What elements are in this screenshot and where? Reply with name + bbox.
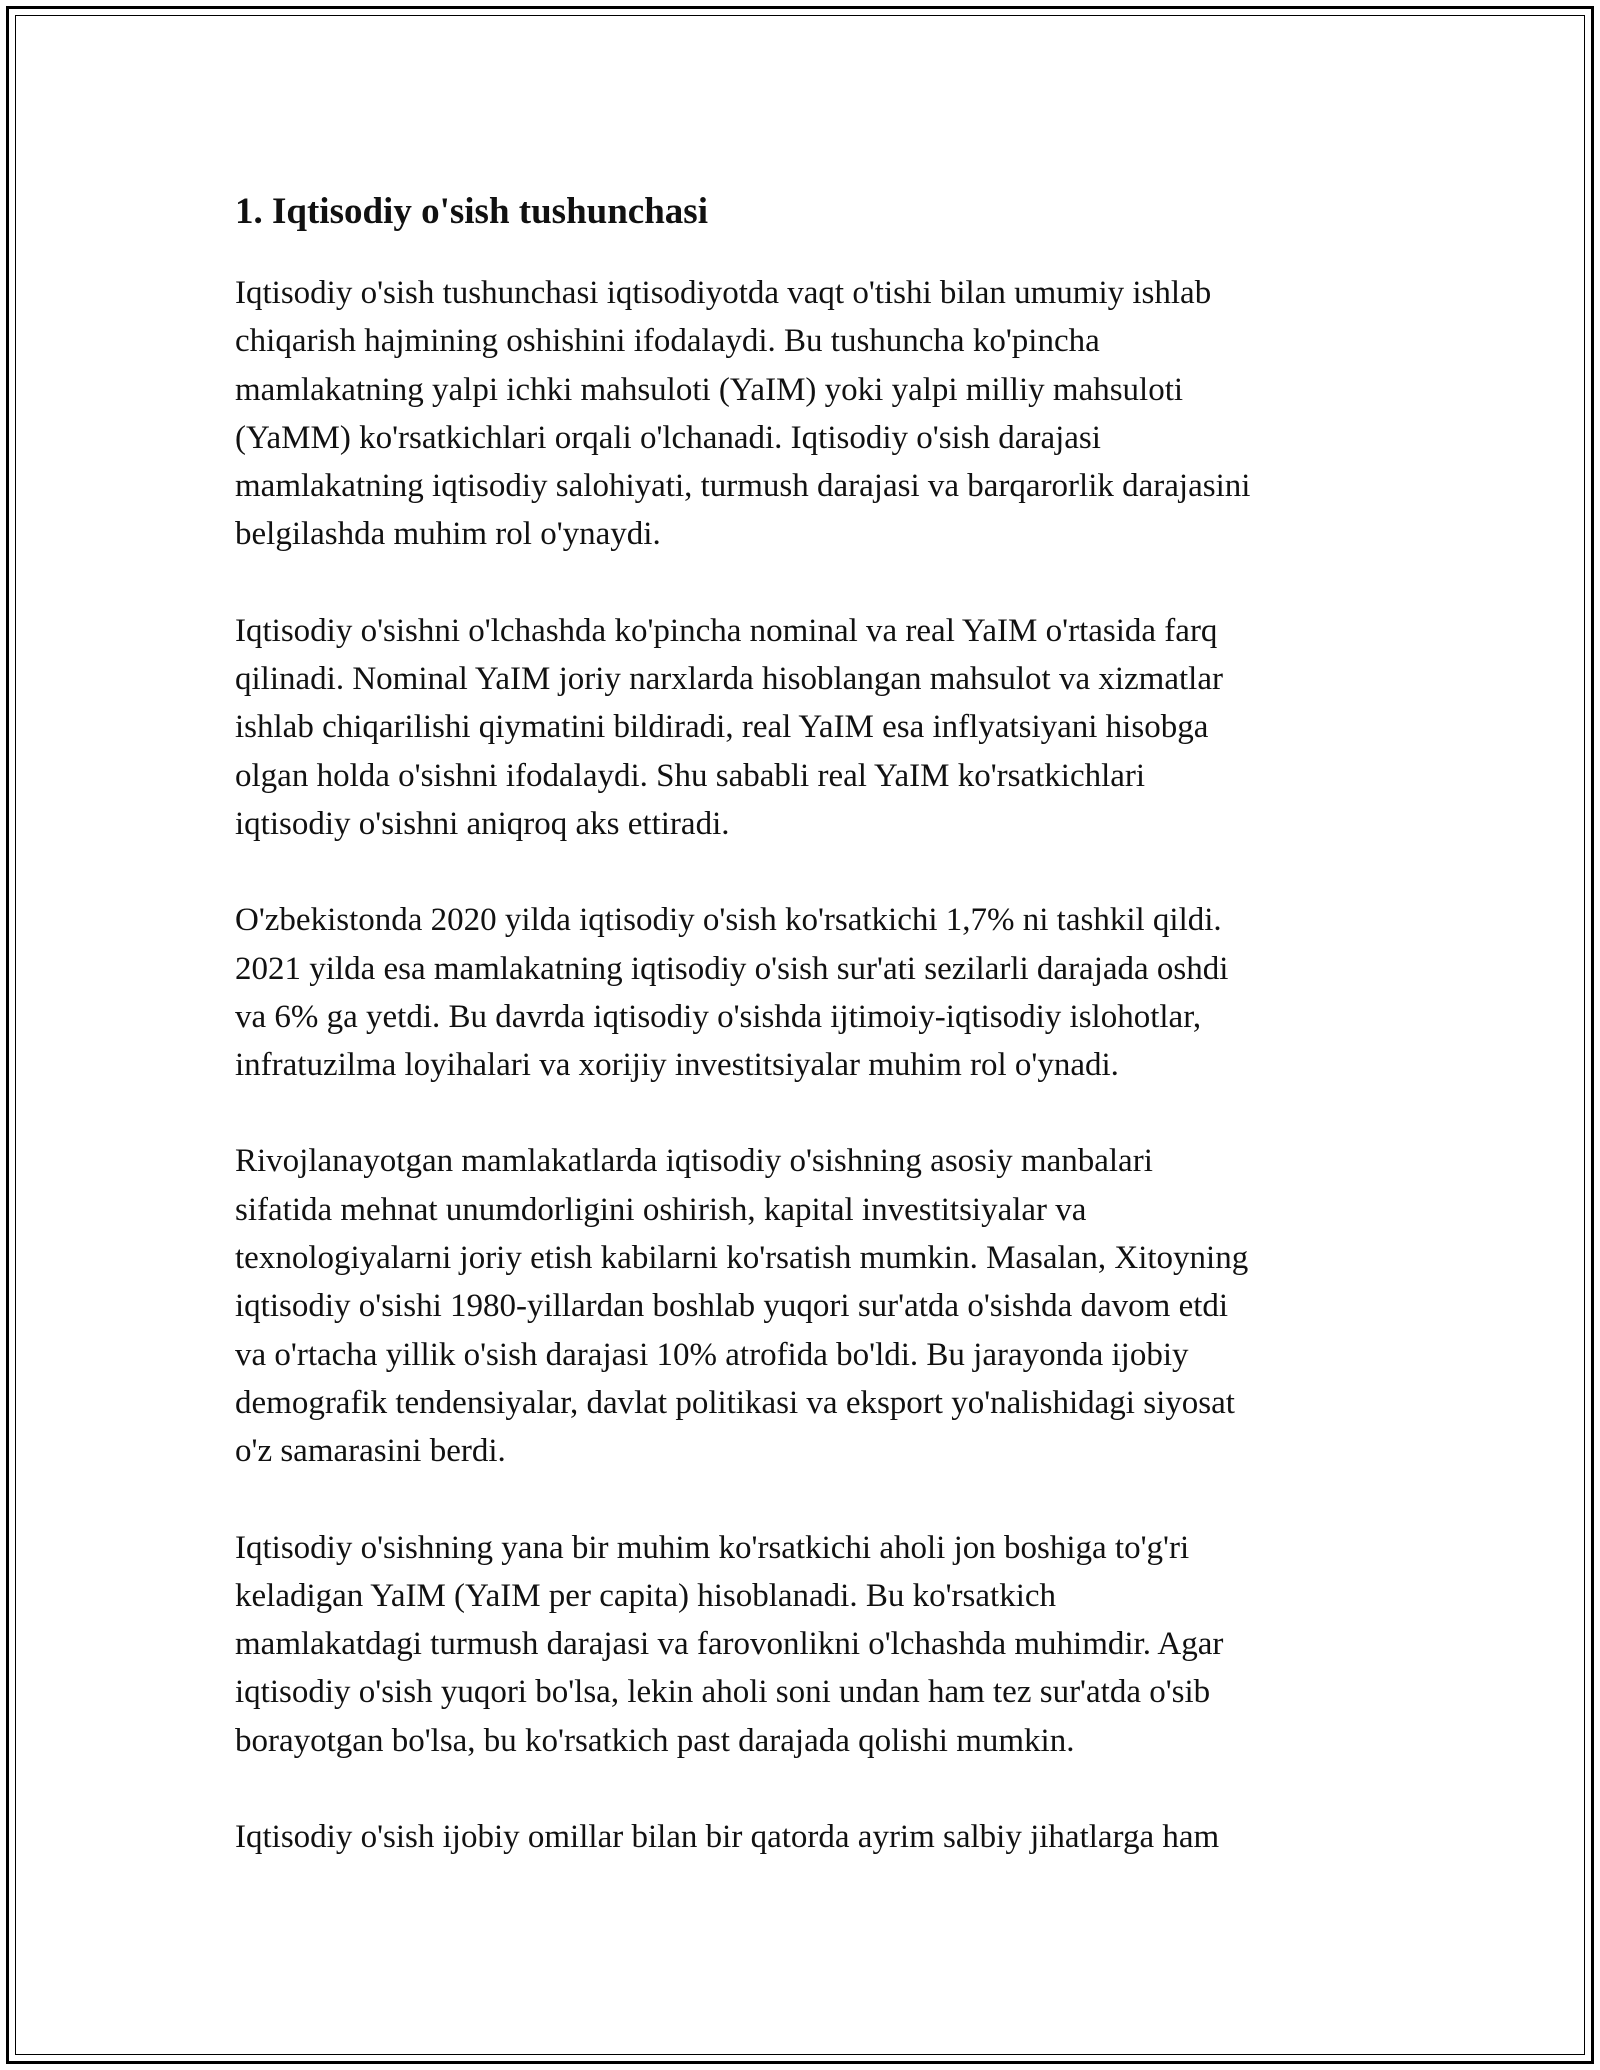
paragraph-4: Rivojlanayotgan mamlakatlarda iqtisodiy o'sishning asosiy manbalari sifatida mehnat unumdorligini oshirish, kapital investitsiyalar va texnologiyalarni joriy etish kabilarni ko'rsatish mumkin. Masalan, Xitoyning iqtisodiy o'sishi 1980-yillardan boshlab yuqori sur'atda o'sishda davom etdi va o'rtacha yillik o'sish darajasi 10% atrofida bo'ldi. Bu jarayonda ijobiy demografik tendensiyalar, davlat politikasi va eksport yo'nalishidagi siyosat o'z samarasini berdi.: [235, 1143, 1249, 1470]
paragraph-6: Iqtisodiy o'sish ijobiy omillar bilan bir qatorda ayrim salbiy jihatlarga ham: [235, 1819, 1220, 1856]
section-title: 1. Iqtisodiy o'sish tushunchasi: [235, 191, 708, 232]
document-body: [235, 183, 1375, 1909]
paragraph-1: Iqtisodiy o'sish tushunchasi iqtisodiyotda vaqt o'tishi bilan umumiy ishlab chiqarish hajmining oshishini ifodalaydi. Bu tushuncha ko'pincha mamlakatning yalpi ichki mahsuloti (YaIM) yoki yalpi milliy mahsuloti (YaMM) ko'rsatkichlari orqali o'lchanadi. Iqtisodiy o'sish darajasi mamlakatning iqtisodiy salohiyati, turmush darajasi va barqarorlik darajasini belgilashda muhim rol o'ynaydi.: [235, 275, 1251, 553]
paragraph-5: Iqtisodiy o'sishning yana bir muhim ko'rsatkichi aholi jon boshiga to'g'ri keladigan YaIM (YaIM per capita) hisoblanadi. Bu ko'rsatkich mamlakatdagi turmush darajasi va farovonlikni o'lchashda muhimdir. Agar iqtisodiy o'sish yuqori bo'lsa, lekin aholi soni undan ham tez sur'atda o'sib borayotgan bo'lsa, bu ko'rsatkich past darajada qolishi mumkin.: [235, 1529, 1224, 1759]
paragraph-2: Iqtisodiy o'sishni o'lchashda ko'pincha nominal va real YaIM o'rtasida farq qilinadi. Nominal YaIM joriy narxlarda hisoblangan mahsulot va xizmatlar ishlab chiqarilishi qiymatini bildiradi, real YaIM esa inflyatsiyani hisobga olgan holda o'sishni ifodalaydi. Shu sababli real YaIM ko'rsatkichlari iqtisodiy o'sishni aniqroq aks ettiradi.: [235, 612, 1223, 842]
paragraph-3: O'zbekistonda 2020 yilda iqtisodiy o'sish ko'rsatkichi 1,7% ni tashkil qildi. 2021 yilda esa mamlakatning iqtisodiy o'sish sur'ati sezilarli darajada oshdi va 6% ga yetdi. Bu davrda iqtisodiy o'sishda ijtimoiy-iqtisodiy islohotlar, infratuzilma loyihalari va xorijiy investitsiyalar muhim rol o'ynadi.: [235, 902, 1229, 1084]
